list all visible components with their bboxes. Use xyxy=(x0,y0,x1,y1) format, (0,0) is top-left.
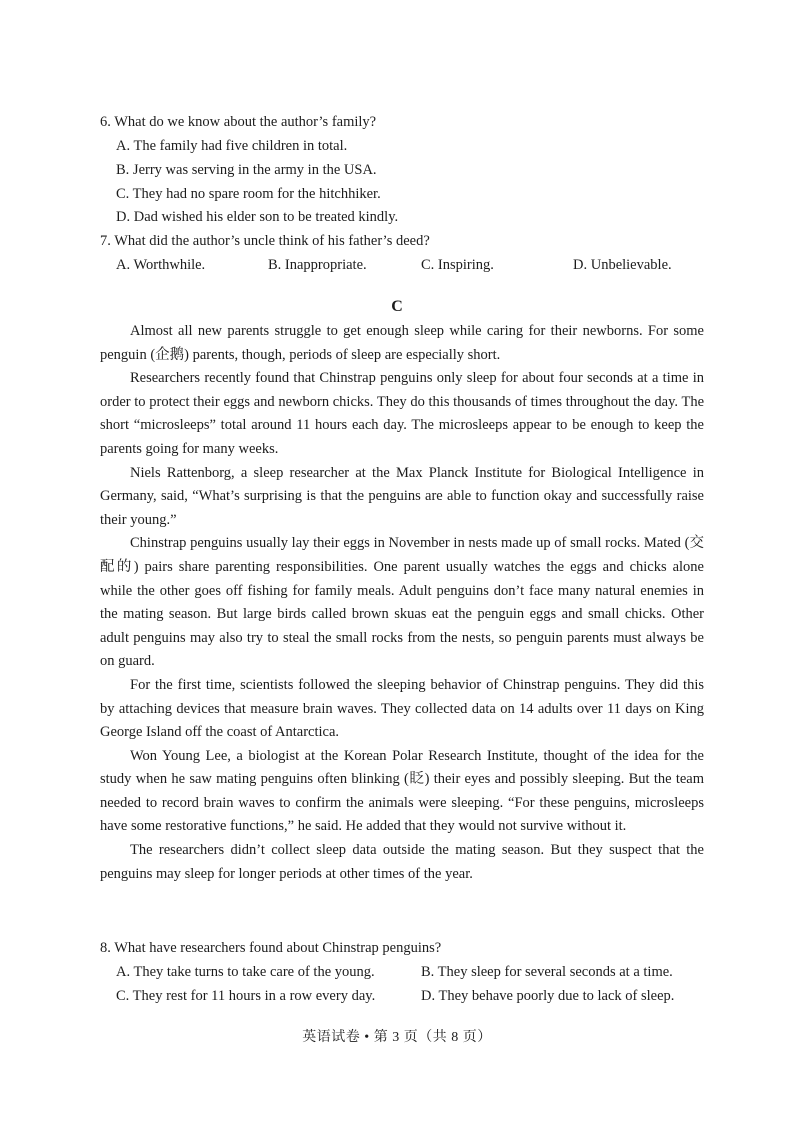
section-title: C xyxy=(391,298,403,315)
question-7-option-b: B. Inappropriate. xyxy=(268,257,367,273)
question-7-stem: 7. What did the author’s uncle think of his father’s deed? xyxy=(100,233,430,249)
question-6-stem: 6. What do we know about the author’s family? xyxy=(100,114,377,130)
question-6-option-c: C. They had no spare room for the hitchhiker. xyxy=(116,186,381,202)
reading-passage xyxy=(100,320,704,886)
question-8-option-c: C. They rest for 11 hours in a row every day. xyxy=(116,988,376,1004)
question-8-option-d: D. They behave poorly due to lack of sleep. xyxy=(421,988,675,1004)
passage-paragraph-5: For the first time, scientists followed the sleeping behavior of Chinstrap penguins. They did this by attaching devices that measure brain waves. They collected data on 14 adults over 11 days on King George Island off the coast of Antarctica. xyxy=(100,676,704,741)
passage-paragraph-3: Niels Rattenborg, a sleep researcher at the Max Planck Institute for Biological Intelligence in Germany, said, “What’s surprising is that the penguins are able to function okay and successfully raise their young.” xyxy=(100,464,704,528)
question-8-option-b: B. They sleep for several seconds at a time. xyxy=(421,964,673,980)
question-8-option-a: A. They take turns to take care of the young. xyxy=(116,964,375,980)
question-6-option-b: B. Jerry was serving in the army in the USA. xyxy=(116,162,377,178)
passage-paragraph-2: Researchers recently found that Chinstrap penguins only sleep for about four seconds at a time in order to protect their eggs and newborn chicks. They do this thousands of times throughout the day. The short “microsleeps” total around 11 hours each day. The microsleeps appear to be enough to keep the parents going for many weeks. xyxy=(100,370,704,457)
question-7-option-c: C. Inspiring. xyxy=(421,257,494,273)
question-6-option-a: A. The family had five children in total. xyxy=(116,138,348,154)
question-8-stem: 8. What have researchers found about Chinstrap penguins? xyxy=(100,940,442,956)
passage-paragraph-7: The researchers didn’t collect sleep data outside the mating season. But they suspect that the penguins may sleep for longer periods at other times of the year. xyxy=(100,842,704,882)
passage-paragraph-6: Won Young Lee, a biologist at the Korean Polar Research Institute, thought of the idea for the study when he saw mating penguins often blinking (眨) their eyes and possibly sleeping. But the team needed to record brain waves to confirm the animals were sleeping. “For these penguins, microsleeps have some restorative functions,” he said. He added that they would not survive without it. xyxy=(100,747,704,835)
page-footer: 英语试卷 • 第 3 页（共 8 页） xyxy=(302,1030,492,1045)
passage-paragraph-4: Chinstrap penguins usually lay their eggs in November in nests made up of small rocks. Mated (交配的) pairs share parenting responsibilities. One parent usually watches the eggs and chicks alone while the other goes off fishing for family meals. Adult penguins don’t face many natural enemies in the mating season. But large birds called brown skuas eat the penguin eggs and small chicks. Other adult penguins may also try to steal the small rocks from the nests, so penguin parents must always be on guard. xyxy=(100,535,704,670)
question-7-option-d: D. Unbelievable. xyxy=(573,257,672,273)
passage-paragraph-1: Almost all new parents struggle to get enough sleep while caring for their newborns. For some penguin (企鹅) parents, though, periods of sleep are especially short. xyxy=(100,323,704,363)
question-7-option-a: A. Worthwhile. xyxy=(116,257,206,273)
question-6-option-d: D. Dad wished his elder son to be treated kindly. xyxy=(116,209,399,225)
